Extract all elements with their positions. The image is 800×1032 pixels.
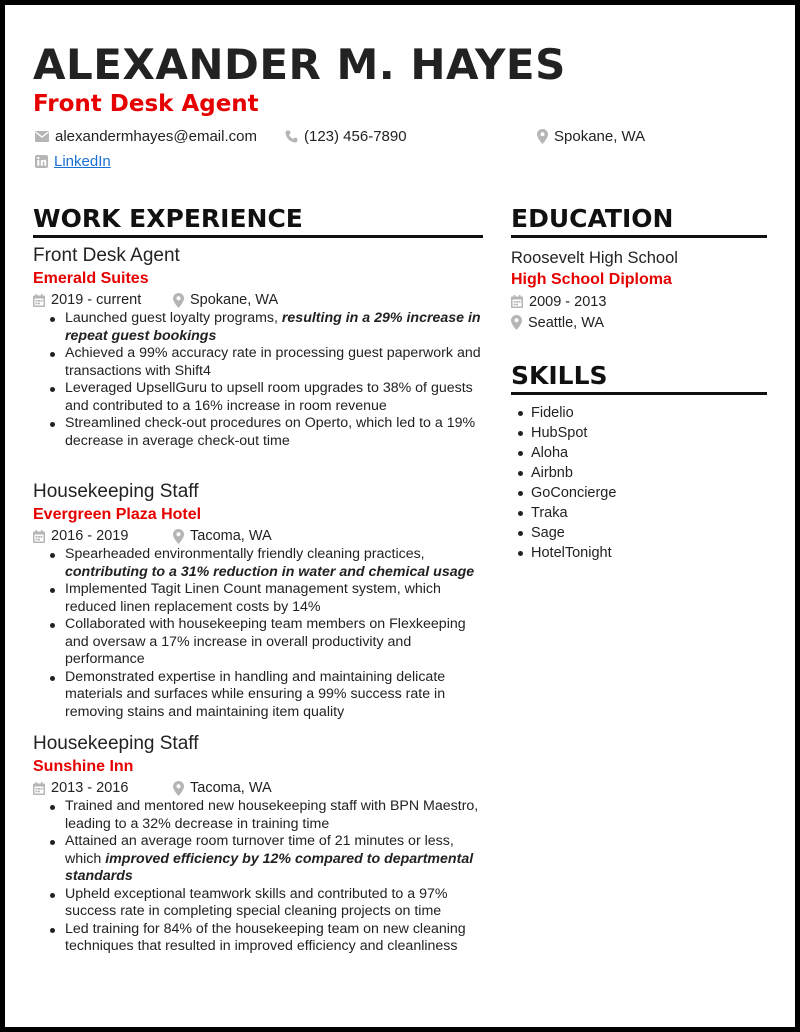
education-entry bbox=[511, 247, 771, 333]
education-dates bbox=[511, 291, 771, 312]
work-experience-rule bbox=[33, 235, 483, 238]
linkedin-link[interactable]: LinkedIn bbox=[54, 152, 111, 170]
job-entry bbox=[33, 244, 485, 450]
envelope-icon bbox=[35, 131, 49, 142]
company-name: Evergreen Plaza Hotel bbox=[33, 506, 202, 523]
job-title: Front Desk Agent bbox=[33, 245, 180, 266]
job-location bbox=[173, 290, 278, 310]
calendar-icon bbox=[33, 294, 45, 307]
job-bullet: Launched guest loyalty programs, resulting in a 29% increase in repeat guest bookings bbox=[65, 310, 485, 345]
job-bullet: Streamlined check-out procedures on Operto, which led to a 19% decrease in average check-out time bbox=[65, 415, 485, 450]
map-pin-icon bbox=[173, 529, 184, 544]
job-location bbox=[173, 526, 272, 546]
map-pin-icon bbox=[173, 781, 184, 796]
job-title: Housekeeping Staff bbox=[33, 481, 199, 502]
education-dates-text: 2009 - 2013 bbox=[529, 293, 607, 310]
map-pin-icon bbox=[173, 293, 184, 308]
contact-email bbox=[35, 126, 257, 146]
education-heading: EDUCATION bbox=[511, 204, 674, 233]
job-dates bbox=[33, 290, 173, 310]
education-rule bbox=[511, 235, 767, 238]
education-location-text: Seattle, WA bbox=[528, 314, 605, 331]
job-dates-text: 2013 - 2016 bbox=[51, 780, 129, 796]
candidate-name: ALEXANDER M. HAYES bbox=[33, 40, 566, 89]
job-bullets bbox=[33, 546, 485, 721]
job-dates-text: 2016 - 2019 bbox=[51, 528, 129, 544]
job-location-text: Tacoma, WA bbox=[190, 528, 272, 544]
work-experience-heading: WORK EXPERIENCE bbox=[33, 204, 303, 233]
school-name: Roosevelt High School bbox=[511, 249, 678, 267]
job-dates bbox=[33, 778, 173, 798]
job-bullet: Attained an average room turnover time of 21 minutes or less, which improved efficiency by 12% compared to departmental standards bbox=[65, 833, 485, 886]
phone-text: (123) 456-7890 bbox=[304, 127, 407, 145]
company-name: Sunshine Inn bbox=[33, 758, 134, 775]
job-bullet: Leveraged UpsellGuru to upsell room upgrades to 38% of guests and contributed to a 16% increase in room revenue bbox=[65, 380, 485, 415]
degree-name: High School Diploma bbox=[511, 271, 672, 288]
skill-item: Sage bbox=[531, 523, 616, 543]
job-dates-text: 2019 - current bbox=[51, 292, 142, 308]
skills-list bbox=[511, 403, 616, 563]
skills-rule bbox=[511, 392, 767, 395]
map-pin-icon bbox=[511, 315, 522, 330]
location-text: Spokane, WA bbox=[554, 127, 646, 145]
skill-item: Airbnb bbox=[531, 463, 616, 483]
contact-location bbox=[537, 126, 645, 146]
education-location bbox=[511, 312, 771, 333]
job-bullet: Implemented Tagit Linen Count management system, which reduced linen replacement costs by 14% bbox=[65, 581, 485, 616]
skill-item: Traka bbox=[531, 503, 616, 523]
job-bullets bbox=[33, 798, 485, 956]
company-name: Emerald Suites bbox=[33, 270, 149, 287]
job-dates bbox=[33, 526, 173, 546]
skill-item: Aloha bbox=[531, 443, 616, 463]
resume-page bbox=[5, 5, 795, 1027]
job-meta bbox=[33, 778, 485, 798]
skill-item: HubSpot bbox=[531, 423, 616, 443]
job-entry bbox=[33, 480, 485, 721]
calendar-icon bbox=[33, 530, 45, 543]
candidate-role: Front Desk Agent bbox=[33, 91, 259, 117]
skill-item: HotelTonight bbox=[531, 543, 616, 563]
job-bullet: Collaborated with housekeeping team members on Flexkeeping and oversaw a 17% increase in overall productivity and performance bbox=[65, 616, 485, 669]
contact-phone bbox=[285, 126, 407, 146]
job-bullets bbox=[33, 310, 485, 450]
job-title: Housekeeping Staff bbox=[33, 733, 199, 754]
job-meta bbox=[33, 526, 485, 546]
job-bullet: Spearheaded environmentally friendly cleaning practices, contributing to a 31% reduction in water and chemical usage bbox=[65, 546, 485, 581]
skill-item: Fidelio bbox=[531, 403, 616, 423]
skill-item: GoConcierge bbox=[531, 485, 617, 501]
job-bullet: Demonstrated expertise in handling and maintaining delicate materials and surfaces while ensuring a 99% success rate in removing stains and maintaining item quality bbox=[65, 669, 485, 722]
job-location-text: Tacoma, WA bbox=[190, 780, 272, 796]
job-location-text: Spokane, WA bbox=[190, 292, 279, 308]
email-text: alexandermhayes@email.com bbox=[55, 127, 257, 145]
skills-heading: SKILLS bbox=[511, 361, 608, 390]
job-bullet: Led training for 84% of the housekeeping team on new cleaning techniques that resulted in improved efficiency and cleanliness bbox=[65, 921, 485, 956]
contact-linkedin bbox=[35, 151, 111, 171]
map-pin-icon bbox=[537, 129, 548, 144]
job-bullet: Upheld exceptional teamwork skills and contributed to a 97% success rate in completing special cleaning projects on time bbox=[65, 886, 485, 921]
job-entry bbox=[33, 732, 485, 956]
calendar-icon bbox=[511, 295, 523, 308]
linkedin-icon bbox=[35, 155, 48, 168]
phone-icon bbox=[285, 130, 298, 143]
job-bullet: Achieved a 99% accuracy rate in processing guest paperwork and transactions with Shift4 bbox=[65, 345, 485, 380]
job-bullet: Trained and mentored new housekeeping staff with BPN Maestro, leading to a 32% decrease in training time bbox=[65, 798, 485, 833]
job-location bbox=[173, 778, 272, 798]
job-meta bbox=[33, 290, 485, 310]
calendar-icon bbox=[33, 782, 45, 795]
